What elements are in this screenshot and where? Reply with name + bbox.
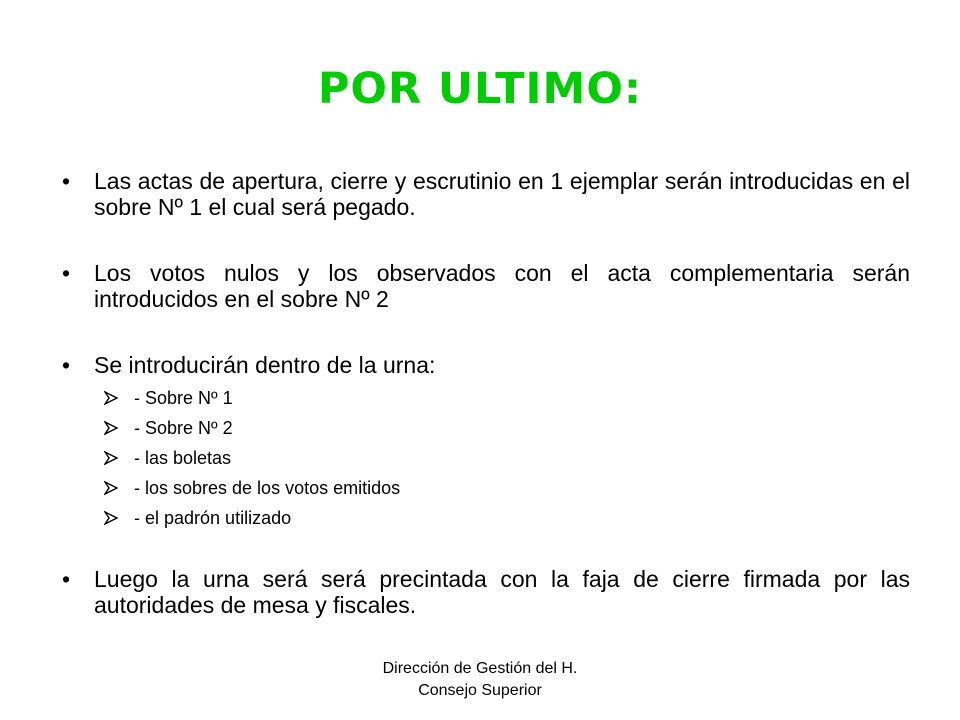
bullet-marker: • bbox=[62, 260, 71, 286]
sub-item bbox=[104, 448, 910, 468]
arrow-bullet-icon bbox=[104, 481, 118, 495]
bullet-text: Los votos nulos y los observados con el acta complementaria serán introducidos en el sobre Nº 2 bbox=[94, 260, 910, 312]
bullet-item bbox=[62, 352, 910, 378]
arrow-bullet-icon bbox=[104, 451, 118, 465]
sub-item-text: - los sobres de los votos emitidos bbox=[134, 478, 401, 498]
bullet-text: Luego la urna será será precintada con la faja de cierre firmada por las autoridades de mesa y fiscales. bbox=[94, 566, 910, 618]
arrow-bullet-icon bbox=[104, 421, 118, 435]
slide-title: POR ULTIMO: bbox=[317, 64, 643, 114]
bullet-item bbox=[62, 168, 910, 220]
arrow-bullet-icon bbox=[104, 391, 118, 405]
footer-line: Consejo Superior bbox=[418, 682, 542, 699]
bullet-marker: • bbox=[62, 566, 71, 592]
sub-item bbox=[104, 478, 910, 498]
sub-item bbox=[104, 508, 910, 528]
bullet-text: Las actas de apertura, cierre y escrutinio en 1 ejemplar serán introducidas en el sobre Nº 1 el cual será pegado. bbox=[94, 168, 910, 220]
sub-item-list bbox=[104, 388, 910, 528]
sub-item bbox=[104, 388, 910, 408]
slide-content bbox=[62, 168, 910, 618]
footer-line: Dirección de Gestión del H. bbox=[382, 660, 578, 677]
bullet-text: Se introducirán dentro de la urna: bbox=[94, 352, 436, 378]
bullet-marker: • bbox=[62, 352, 71, 378]
sub-item-text: - el padrón utilizado bbox=[134, 508, 292, 528]
bullet-item bbox=[62, 566, 910, 618]
bullet-marker: • bbox=[62, 168, 71, 194]
slide-footer bbox=[330, 658, 630, 702]
sub-item bbox=[104, 418, 910, 438]
sub-item-text: - las boletas bbox=[134, 448, 232, 468]
bullet-item bbox=[62, 260, 910, 312]
arrow-bullet-icon bbox=[104, 511, 118, 525]
sub-item-text: - Sobre Nº 2 bbox=[134, 418, 233, 438]
sub-item-text: - Sobre Nº 1 bbox=[134, 388, 233, 408]
